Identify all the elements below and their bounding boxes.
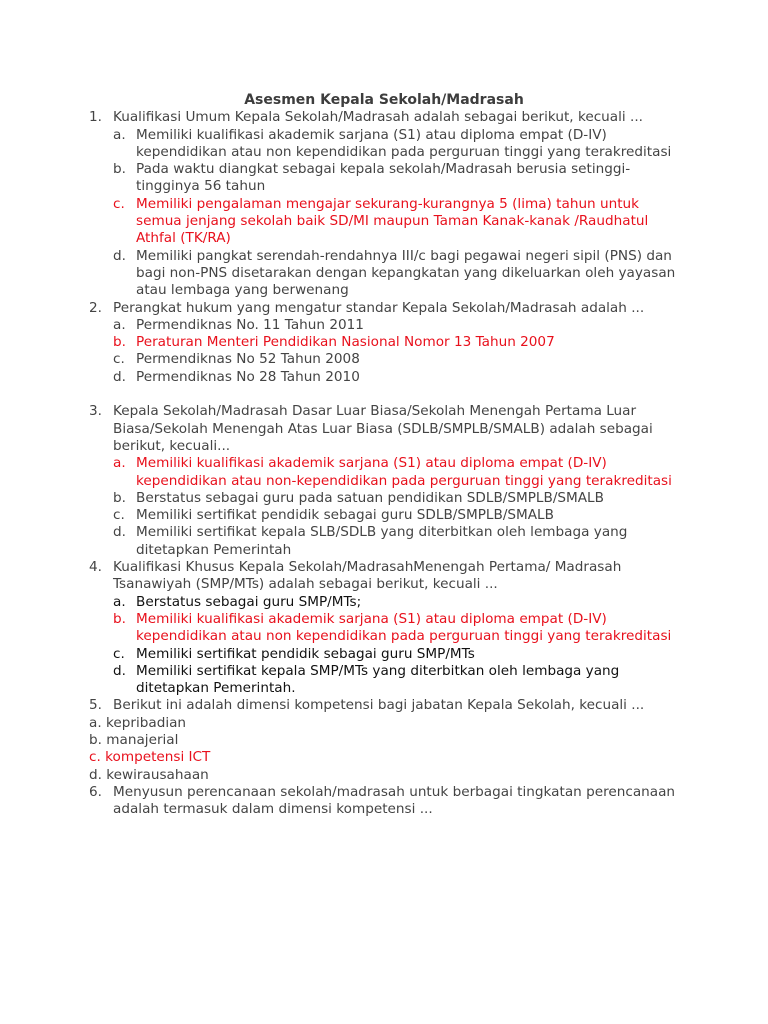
- option-4c: [0, 646, 768, 663]
- question-text: Menyusun perencanaan sekolah/madrasah untuk berbagai tingkatan perencanaan adalah termasuk dalam dimensi kompetensi ...: [113, 783, 676, 818]
- option-marker: a.: [113, 316, 126, 333]
- option-5b: [0, 732, 768, 749]
- option-text: kepribadian: [105, 714, 187, 731]
- option-marker: a.: [113, 126, 126, 143]
- question-number: 1.: [89, 109, 102, 126]
- question-number: 6.: [89, 783, 102, 800]
- question-text: Perangkat hukum yang mengatur standar Kepala Sekolah/Madrasah adalah ...: [113, 299, 645, 316]
- option-marker: c.: [89, 749, 101, 766]
- question-number: 3.: [89, 403, 102, 420]
- question-number: 4.: [89, 559, 102, 576]
- option-2a: [0, 317, 768, 334]
- option-text: Permendiknas No 28 Tahun 2010: [136, 368, 360, 385]
- option-text: kewirausahaan: [106, 766, 209, 783]
- option-text: Memiliki pengalaman mengajar sekurang-kurangnya 5 (lima) tahun untuk semua jenjang sekolah baik SD/MI maupun Taman Kanak-kanak /Raudhatul Athfal (TK/RA): [136, 195, 649, 247]
- option-text: Memiliki kualifikasi akademik sarjana (S1) atau diploma empat (D-IV) kependidikan atau non kependidikan pada perguruan tinggi yang terakreditasi: [136, 610, 672, 645]
- question-4: [0, 559, 768, 594]
- option-1a: [0, 127, 768, 162]
- option-marker: b.: [113, 161, 126, 178]
- option-marker: b.: [113, 334, 126, 351]
- option-2c: [0, 351, 768, 368]
- option-marker: b.: [113, 489, 126, 506]
- option-3b: [0, 490, 768, 507]
- option-marker: c.: [113, 351, 125, 368]
- option-1d: [0, 248, 768, 300]
- question-6: [0, 784, 768, 819]
- option-text: Memiliki sertifikat pendidik sebagai guru SDLB/SMPLB/SMALB: [136, 507, 554, 524]
- option-text: Berstatus sebagai guru pada satuan pendidikan SDLB/SMPLB/SMALB: [136, 489, 604, 506]
- option-5d: [0, 767, 768, 784]
- option-3d: [0, 524, 768, 559]
- option-marker: d.: [113, 662, 126, 679]
- question-1: [0, 109, 768, 126]
- option-4a: [0, 594, 768, 611]
- option-3c: [0, 507, 768, 524]
- option-marker: a.: [113, 593, 126, 610]
- option-text: Memiliki kualifikasi akademik sarjana (S1) atau diploma empat (D-IV) kependidikan atau non kependidikan pada perguruan tinggi yang terakreditasi: [136, 126, 672, 160]
- option-text: Permendiknas No 52 Tahun 2008: [136, 351, 360, 368]
- question-text: Kualifikasi Umum Kepala Sekolah/Madrasah adalah sebagai berikut, kecuali ...: [113, 109, 643, 126]
- option-text: Memiliki sertifikat kepala SMP/MTs yang diterbitkan oleh lembaga yang ditetapkan Pemerintah.: [136, 662, 620, 697]
- option-text: manajerial: [106, 731, 179, 748]
- question-text: Kualifikasi Khusus Kepala Sekolah/MadrasahMenengah Pertama/ Madrasah Tsanawiyah (SMP/MTs) adalah sebagai berikut, kecuali ...: [113, 559, 622, 593]
- question-text: Kepala Sekolah/Madrasah Dasar Luar Biasa/Sekolah Menengah Pertama Luar Biasa/Sekolah Menengah Atas Luar Biasa (SDLB/SMPLB/SMALB) adalah sebagai berikut, kecuali...: [113, 403, 653, 454]
- option-3a-answer: [0, 455, 768, 490]
- question-number: 2.: [89, 299, 102, 316]
- option-marker: c.: [113, 507, 125, 524]
- option-text: Memiliki kualifikasi akademik sarjana (S1) atau diploma empat (D-IV) kependidikan atau non-kependidikan pada perguruan tinggi yang terakreditasi: [136, 455, 672, 489]
- document-title: Asesmen Kepala Sekolah/Madrasah: [244, 92, 524, 108]
- option-text: Pada waktu diangkat sebagai kepala sekolah/Madrasah berusia setinggi-tingginya 56 tahun: [136, 161, 631, 195]
- option-text: kompetensi ICT: [105, 749, 211, 766]
- option-2b-answer: [0, 334, 768, 351]
- option-marker: d.: [89, 766, 102, 783]
- option-4b-answer: [0, 611, 768, 646]
- option-text: Memiliki sertifikat kepala SLB/SDLB yang diterbitkan oleh lembaga yang ditetapkan Pemerintah: [136, 524, 628, 558]
- option-text: Berstatus sebagai guru SMP/MTs;: [136, 593, 362, 610]
- option-1c-answer: [0, 196, 768, 248]
- option-marker: d.: [113, 247, 126, 264]
- option-4d: [0, 663, 768, 698]
- question-text: Berikut ini adalah dimensi kompetensi bagi jabatan Kepala Sekolah, kecuali ...: [113, 697, 645, 714]
- option-text: Memiliki pangkat serendah-rendahnya III/c bagi pegawai negeri sipil (PNS) dan bagi non-PNS disetarakan dengan kepangkatan yang dikeluarkan oleh yayasan atau lembaga yang berwenang: [136, 247, 676, 299]
- option-marker: d.: [113, 368, 126, 385]
- option-marker: c.: [113, 195, 125, 212]
- option-5c-answer: [0, 749, 768, 766]
- option-5a: [0, 715, 768, 732]
- document-page: [0, 92, 768, 818]
- option-marker: a.: [113, 455, 126, 472]
- option-text: Permendiknas No. 11 Tahun 2011: [136, 316, 364, 333]
- option-text: Peraturan Menteri Pendidikan Nasional Nomor 13 Tahun 2007: [136, 334, 555, 351]
- question-2: [0, 300, 768, 317]
- option-marker: b.: [113, 610, 126, 627]
- option-text: Memiliki sertifikat pendidik sebagai guru SMP/MTs: [136, 645, 475, 662]
- option-marker: a.: [89, 714, 102, 731]
- option-marker: b.: [89, 731, 102, 748]
- question-number: 5.: [89, 697, 102, 714]
- question-3: [0, 403, 768, 455]
- option-marker: d.: [113, 524, 126, 541]
- option-2d: [0, 369, 768, 386]
- blank-line: [0, 386, 768, 403]
- question-5: [0, 697, 768, 714]
- option-marker: c.: [113, 645, 125, 662]
- option-1b: [0, 161, 768, 196]
